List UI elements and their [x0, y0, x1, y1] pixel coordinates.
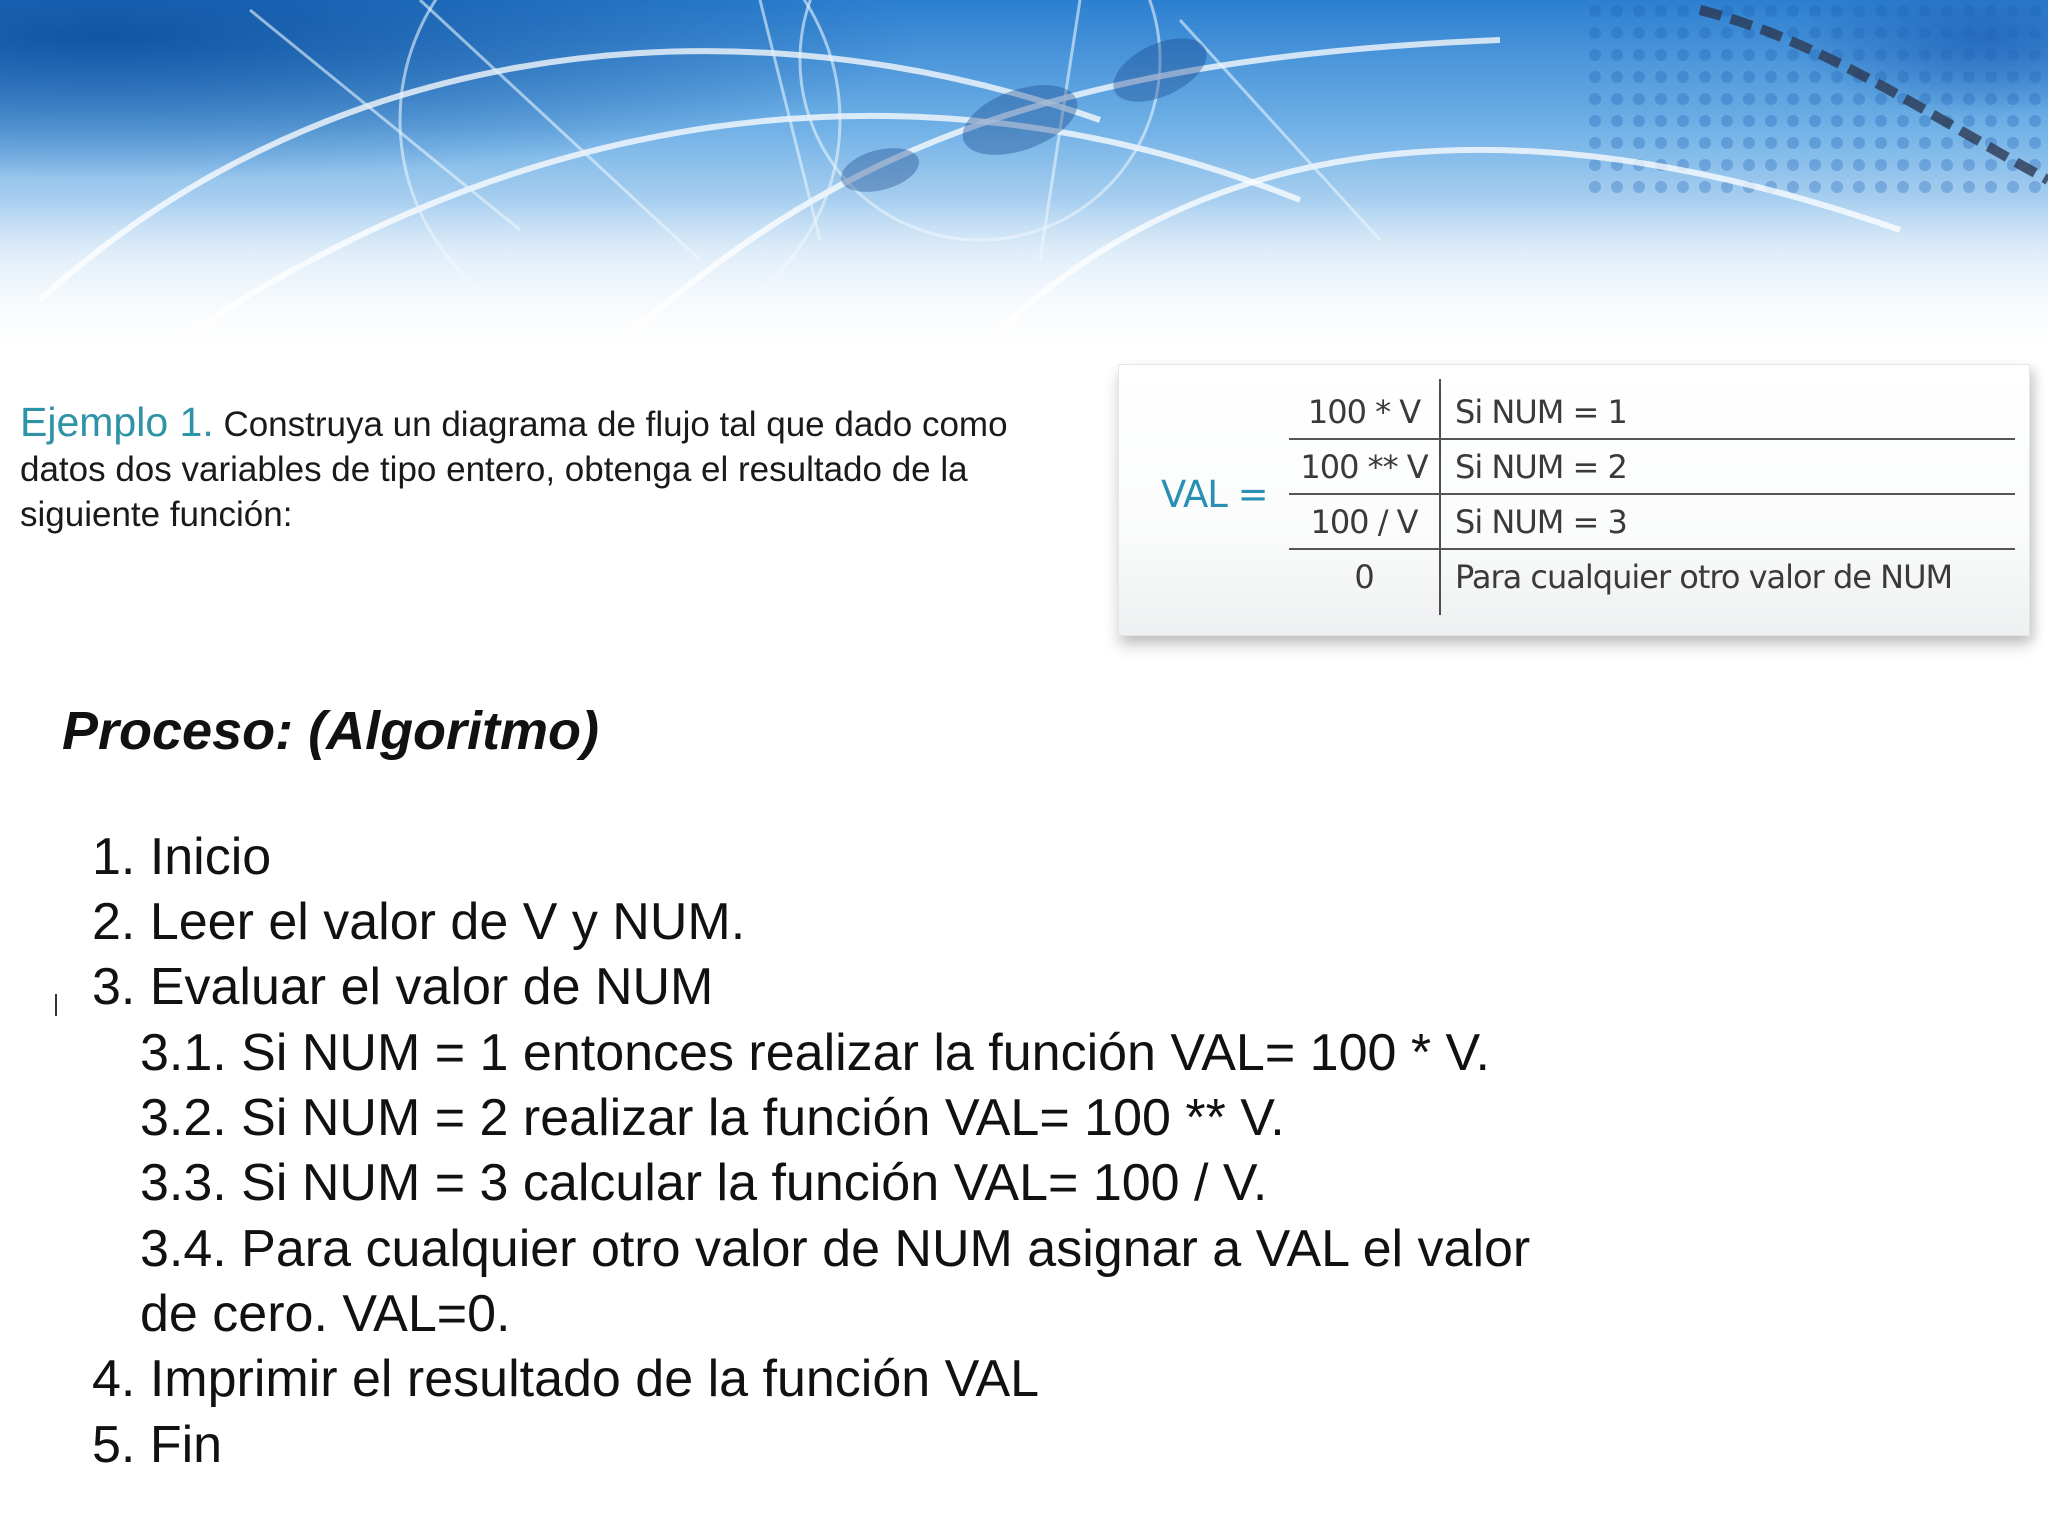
step-item: 2. Leer el valor de V y NUM. — [92, 893, 746, 951]
text-cursor-mark — [55, 994, 57, 1016]
step-item: 3. Evaluar el valor de NUM — [92, 958, 714, 1016]
function-condition: Si NUM = 1 — [1455, 393, 1627, 431]
process-title: Proceso: (Algoritmo) — [62, 701, 600, 761]
piecewise-function-card — [1118, 364, 2030, 636]
val-label: VAL = — [1161, 473, 1268, 516]
function-expression: 100 / V — [1310, 503, 1418, 541]
step-item: 4. Imprimir el resultado de la función VAL — [92, 1350, 1040, 1408]
header-banner — [0, 0, 2048, 360]
step-item: 5. Fin — [92, 1416, 223, 1474]
function-row — [1289, 385, 2015, 440]
banner-graphic — [0, 0, 2048, 360]
intro-paragraph — [20, 400, 1080, 537]
step-item: 1. Inicio — [92, 828, 272, 886]
function-condition: Si NUM = 2 — [1455, 448, 1627, 486]
step-item: de cero. VAL=0. — [140, 1285, 511, 1343]
function-expression: 0 — [1354, 558, 1374, 596]
step-item: 3.3. Si NUM = 3 calcular la función VAL= 100 / V. — [140, 1154, 1268, 1212]
function-condition: Para cualquier otro valor de NUM — [1455, 558, 1953, 596]
example-text: Construya un diagrama de flujo tal que dado como datos dos variables de tipo entero, obtenga el resultado de la siguiente función: — [20, 405, 1008, 534]
step-item: 3.1. Si NUM = 1 entonces realizar la función VAL= 100 * V. — [140, 1024, 1490, 1082]
function-row — [1289, 495, 2015, 550]
function-row — [1289, 440, 2015, 495]
function-expression: 100 * V — [1307, 393, 1421, 431]
function-row — [1289, 550, 2015, 605]
function-expression: 100 ** V — [1300, 448, 1428, 486]
step-item: 3.2. Si NUM = 2 realizar la función VAL= 100 ** V. — [140, 1089, 1285, 1147]
function-condition: Si NUM = 3 — [1455, 503, 1627, 541]
example-lead: Ejemplo 1. — [20, 399, 214, 445]
step-item: 3.4. Para cualquier otro valor de NUM asignar a VAL el valor — [140, 1220, 1531, 1278]
